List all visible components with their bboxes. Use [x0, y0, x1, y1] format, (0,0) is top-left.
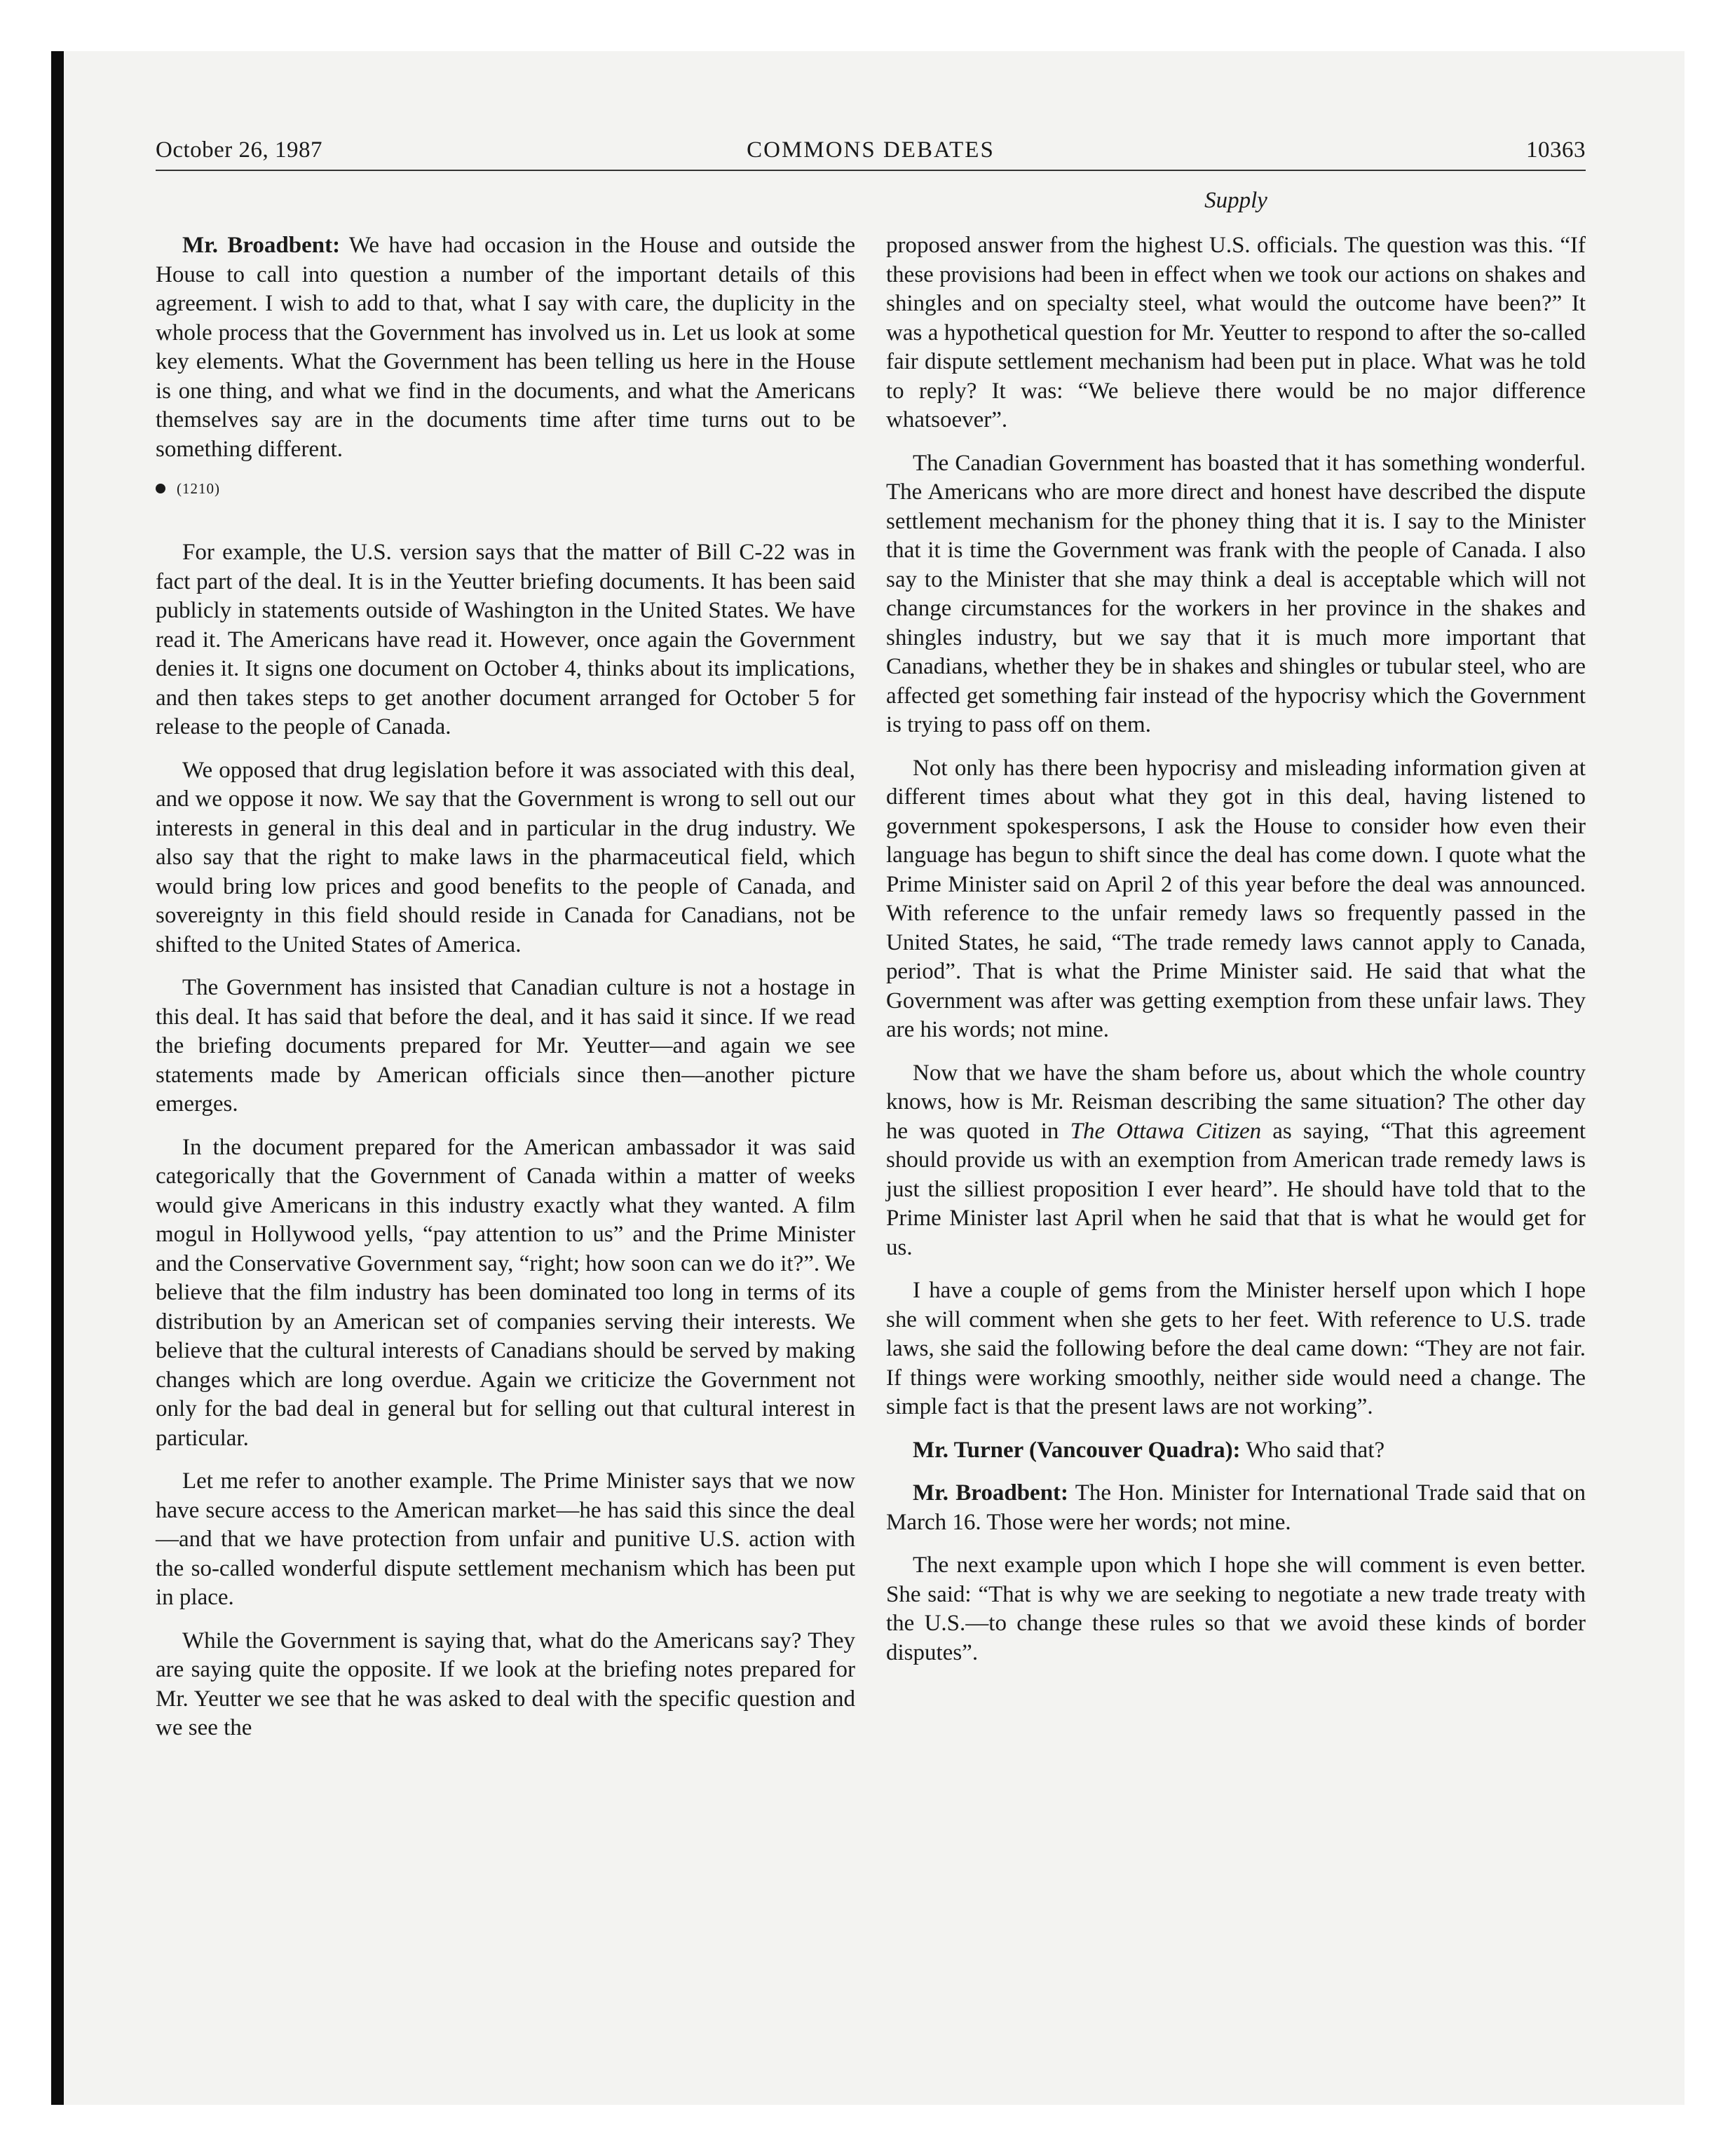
header-page-number: 10363	[1526, 137, 1586, 163]
header-publication: COMMONS DEBATES	[747, 137, 995, 163]
paragraph: The Government has insisted that Canadian culture is not a hostage in this deal. It has said that before the deal, and it has said it since. If we read the briefing documents prepared for Mr. Yeutter—and again we see statements made by American officials since then—another picture emerges.	[156, 975, 855, 1117]
paragraph: While the Government is saying that, what do the Americans say? They are saying quite the opposite. If we look at the briefing notes prepared for Mr. Yeutter we see that he was asked to deal with the specific question and we see the	[156, 1628, 855, 1740]
paragraph: The next example upon which I hope she will comment is even better. She said: “That is why we are seeking to negotiate a new trade treaty with the U.S.—to change these rules so that we avoid these kinds of border disputes”.	[886, 1553, 1586, 1665]
paragraph	[886, 1436, 1586, 1466]
header-rule	[156, 170, 1586, 171]
newspaper-title: The Ottawa Citizen	[1070, 1118, 1262, 1144]
time-marker-label: (1210)	[177, 480, 220, 497]
paragraph-text: Now that we have the sham before us, about which the whole country knows, how is Mr. Reisman describing the same situation? The other day he was quoted in	[886, 1060, 1586, 1144]
paragraph: I have a couple of gems from the Minister herself upon which I hope she will comment when she gets to her feet. With reference to U.S. trade laws, she said the following before the deal came down: “They are not fair. If things were working smoothly, neither side would need a change. The simple fact is that the present laws are not working”.	[886, 1278, 1586, 1419]
speaker-name: Mr. Broadbent:	[913, 1480, 1069, 1506]
time-marker	[156, 478, 855, 499]
header-date: October 26, 1987	[156, 137, 323, 163]
bullet-icon	[156, 484, 165, 493]
speech-text: We have had occasion in the House and outside the House to call into question a number of the important details of this agreement. I wish to add to that, what I say with care, the duplicity in the whole process that the Government has involved us in. Let us look at some key elements. What the Government has been telling us here in the House is one thing, and what we find in the documents, and what the Americans themselves say are in the documents time after time turns out to be something different.	[156, 233, 856, 462]
paragraph	[886, 1479, 1586, 1537]
paragraph: For example, the U.S. version says that the matter of Bill C-22 was in fact part of the deal. It is in the Yeutter briefing documents. It has been said publicly in statements outside of Washington in the United States. We have read it. The Americans have read it. However, once again the Government denies it. It signs one document on October 4, thinks about its implications, and then takes steps to get another document arranged for October 5 for release to the people of Canada.	[156, 540, 855, 739]
speech-text: Who said that?	[1240, 1437, 1385, 1463]
paragraph: In the document prepared for the American ambassador it was said categorically that the Government of Canada within a matter of weeks would give Americans in this industry exactly what they wanted. A film mogul in Hollywood yells, “pay attention to us” and the Prime Minister and the Conservative Government say, “right; how soon can we do it?”. We believe that the film industry has been dominated too long in terms of its distribution by an American set of companies serving their interests. We believe that the cultural interests of Canadians should be served by making changes which are long overdue. Again we criticize the Government not only for the bad deal in general but for selling out that cultural interest in particular.	[156, 1134, 855, 1451]
paragraph-text: as saying, “That this agreement should provide us with an exemption from American trade remedy laws is just the silliest proposition I ever heard”. He should have told that to the Prime Minister last April when he said that that is what he would get for us.	[886, 1118, 1586, 1260]
speaker-name: Mr. Turner (Vancouver Quadra):	[913, 1437, 1241, 1463]
speaker-name: Mr. Broadbent:	[182, 233, 341, 258]
scan-edge-shadow	[51, 51, 64, 2105]
paragraph: Let me refer to another example. The Prime Minister says that we now have secure access to the American market—he has said this since the deal—and that we have protection from unfair and punitive U.S. action with the so-called wonderful dispute settlement mechanism which has been put in place.	[156, 1468, 855, 1610]
paragraph	[886, 1059, 1586, 1263]
paragraph: The Canadian Government has boasted that it has something wonderful. The Americans who are more direct and honest have described the dispute settlement mechanism for the phoney thing that it is. I say to the Minister that it is time the Government was frank with the people of Canada. I also say to the Minister that she may think a deal is acceptable which will not change circumstances for the workers in her province in the shakes and shingles industry, but we say that it is much more important that Canadians, whether they be in shakes and shingles or tubular steel, who are affected get something fair instead of the hypocrisy which the Government is trying to pass off on them.	[886, 450, 1586, 737]
section-heading: Supply	[1204, 188, 1267, 213]
speech-text: The Hon. Minister for International Trade said that on March 16. Those were her words; not mine.	[886, 1480, 1586, 1535]
paragraph	[156, 231, 855, 464]
right-column	[886, 231, 1586, 1681]
paragraph: We opposed that drug legislation before it was associated with this deal, and we oppose it now. We say that the Government is wrong to sell out our interests in general in this deal and in particular in the drug industry. We also say that the right to make laws in the pharmaceutical field, which would bring low prices and good benefits to the people of Canada, and sovereignty in this field should reside in Canada for Canadians, not be shifted to the United States of America.	[156, 757, 855, 957]
paragraph: Not only has there been hypocrisy and misleading information given at different times about what they got in this deal, having listened to government spokespersons, I ask the House to consider how even their language has begun to shift since the deal has come down. I quote what the Prime Minister said on April 2 of this year before the deal was announced. With reference to the unfair remedy laws so frequently passed in the United States, he said, “The trade remedy laws cannot apply to Canada, period”. That is what the Prime Minister said. He said that what the Government was after was getting exemption from these unfair laws. They are his words; not mine.	[886, 755, 1586, 1042]
paragraph: proposed answer from the highest U.S. officials. The question was this. “If these provisions had been in effect when we took our actions on shakes and shingles and on specialty steel, what would the outcome have been?” It was a hypothetical question for Mr. Yeutter to respond to after the so-called fair dispute settlement mechanism had been put in place. What was he told to reply? It was: “We believe there would be no major difference whatsoever”.	[886, 233, 1586, 432]
left-column	[156, 231, 855, 1757]
page-header	[156, 137, 1586, 171]
